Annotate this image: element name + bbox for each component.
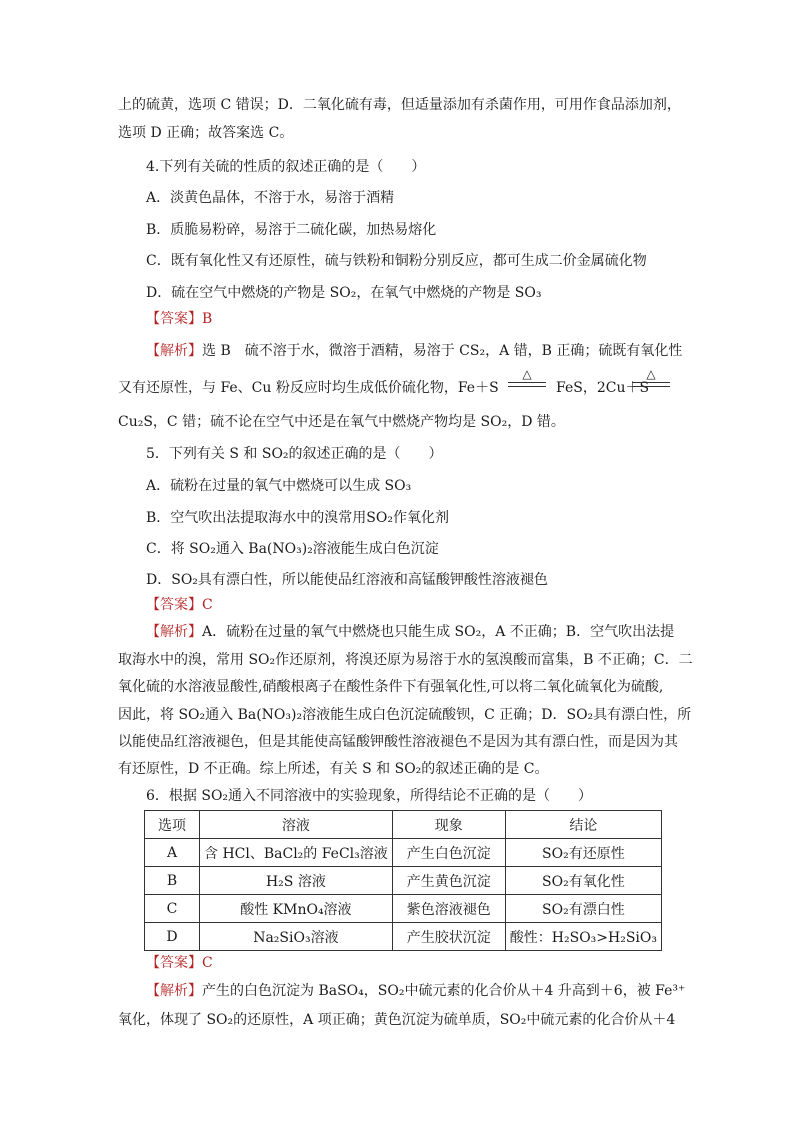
text-line: 上的硫黄，选项 C 错误；D．二氧化硫有毒，但适量添加有杀菌作用，可用作食品添加剂， bbox=[118, 97, 681, 113]
explanation-5-line: 因此，将 SO₂通入 Ba(NO₃)₂溶液能生成白色沉淀硫酸钡，C 正确；D．SO₂具有漂白性，所 bbox=[118, 707, 692, 723]
heat-equals-sign bbox=[508, 368, 546, 387]
table-cell: C bbox=[145, 895, 200, 923]
heat-equals-sign bbox=[632, 368, 670, 387]
answer-4: 【答案】B bbox=[146, 311, 213, 327]
table-cell: 酸性：H₂SO₃>H₂SiO₃ bbox=[505, 923, 661, 951]
table-cell: SO₂有还原性 bbox=[505, 839, 661, 867]
table-cell: B bbox=[145, 867, 200, 895]
table-cell: SO₂有漂白性 bbox=[505, 895, 661, 923]
explanation-4-line bbox=[146, 341, 682, 361]
option-5a: A．硫粉在过量的氧气中燃烧可以生成 SO₃ bbox=[146, 478, 412, 494]
question-6: 6．根据 SO₂通入不同溶液中的实验现象，所得结论不正确的是（ ） bbox=[146, 788, 593, 804]
table-cell: D bbox=[145, 923, 200, 951]
table-cell: A bbox=[145, 839, 200, 867]
option-4b: B．质脆易粉碎，易溶于二硫化碳，加热易熔化 bbox=[146, 222, 437, 238]
table-header-cell: 溶液 bbox=[200, 811, 393, 839]
table-header-cell: 现象 bbox=[392, 811, 505, 839]
explanation-4-line: Cu₂S，C 错；硫不论在空气中还是在氧气中燃烧产物均是 SO₂，D 错。 bbox=[118, 414, 565, 430]
explanation-5-line: 以能使品红溶液褪色，但是其能使高锰酸钾酸性溶液褪色不是因为其有漂白性，而是因为其 bbox=[118, 734, 678, 750]
option-5d: D．SO₂具有漂白性，所以能使品红溶液和高锰酸钾酸性溶液褪色 bbox=[146, 572, 548, 588]
heat-symbol: △ bbox=[522, 367, 532, 381]
answer-5: 【答案】C bbox=[146, 597, 213, 613]
table-cell: 产生黄色沉淀 bbox=[392, 867, 505, 895]
table-cell: 产生胶状沉淀 bbox=[392, 923, 505, 951]
table-header-cell: 选项 bbox=[145, 811, 200, 839]
data-table bbox=[144, 810, 662, 951]
explanation-5-line bbox=[146, 622, 674, 642]
table-cell: 酸性 KMnO₄溶液 bbox=[200, 895, 393, 923]
explanation-5-line: 有还原性，D 不正确。综上所述，有关 S 和 SO₂的叙述正确的是 C。 bbox=[118, 761, 549, 777]
option-4d: D．硫在空气中燃烧的产物是 SO₂，在氧气中燃烧的产物是 SO₃ bbox=[146, 285, 542, 301]
table-row bbox=[145, 895, 662, 923]
explanation-text: 产生的白色沉淀为 BaSO₄，SO₂中硫元素的化合价从＋4 升高到＋6，被 Fe³⁺ bbox=[202, 983, 686, 999]
table-cell: 含 HCl、BaCl₂的 FeCl₃溶液 bbox=[200, 839, 393, 867]
table-cell: 产生白色沉淀 bbox=[392, 839, 505, 867]
table-cell: 紫色溶液褪色 bbox=[392, 895, 505, 923]
explanation-6-line bbox=[146, 981, 685, 1001]
table-header-cell: 结论 bbox=[505, 811, 661, 839]
table-cell: Na₂SiO₃溶液 bbox=[200, 923, 393, 951]
option-4c: C．既有氧化性又有还原性，硫与铁粉和铜粉分别反应，都可生成二价金属硫化物 bbox=[146, 253, 647, 269]
explanation-tag: 【解析】 bbox=[146, 983, 202, 999]
option-4a: A．淡黄色晶体，不溶于水，易溶于酒精 bbox=[146, 190, 395, 206]
explanation-tag: 【解析】 bbox=[146, 343, 202, 359]
heat-symbol: △ bbox=[646, 367, 656, 381]
table-row bbox=[145, 867, 662, 895]
explanation-5-line: 取海水中的溴，常用 SO₂作还原剂，将溴还原为易溶于水的氢溴酸而富集，B 不正确；C．二 bbox=[118, 652, 693, 668]
table-header-row bbox=[145, 811, 662, 839]
explanation-tag: 【解析】 bbox=[146, 624, 202, 640]
table-cell: SO₂有氧化性 bbox=[505, 867, 661, 895]
explanation-4-eq-pre: 又有还原性，与 Fe、Cu 粉反应时均生成低价硫化物，Fe＋S bbox=[118, 380, 499, 396]
table-cell: H₂S 溶液 bbox=[200, 867, 393, 895]
explanation-text: A．硫粉在过量的氧气中燃烧也只能生成 SO₂，A 不正确；B．空气吹出法提 bbox=[202, 624, 675, 640]
explanation-4-eq-mid: FeS，2Cu＋S bbox=[556, 380, 650, 396]
explanation-6-line: 氧化，体现了 SO₂的还原性，A 项正确；黄色沉淀为硫单质，SO₂中硫元素的化合价从＋4 bbox=[118, 1012, 676, 1028]
question-5: 5．下列有关 S 和 SO₂的叙述正确的是（ ） bbox=[146, 446, 443, 462]
question-4: 4.下列有关硫的性质的叙述正确的是（ ） bbox=[146, 159, 426, 175]
explanation-text: 选 B 硫不溶于水，微溶于酒精，易溶于 CS₂，A 错，B 正确；硫既有氧化性 bbox=[202, 343, 683, 359]
table-row bbox=[145, 923, 662, 951]
answer-6: 【答案】C bbox=[146, 955, 213, 971]
option-5b: B．空气吹出法提取海水中的溴常用SO₂作氧化剂 bbox=[146, 510, 449, 526]
table-row bbox=[145, 839, 662, 867]
text-line: 选项 D 正确；故答案选 C。 bbox=[118, 125, 294, 141]
option-5c: C．将 SO₂通入 Ba(NO₃)₂溶液能生成白色沉淀 bbox=[146, 541, 439, 557]
explanation-5-line: 氧化硫的水溶液显酸性,硝酸根离子在酸性条件下有强氧化性,可以将二氧化硫氧化为硫酸, bbox=[118, 679, 664, 695]
